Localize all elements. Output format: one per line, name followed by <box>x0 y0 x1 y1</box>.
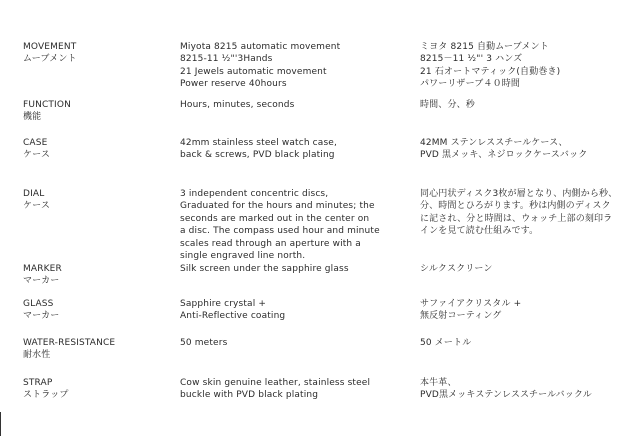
spec-label <box>23 298 173 323</box>
value-line: PVD黒メッキステンレススチールバックル <box>420 390 592 401</box>
spec-value-en <box>180 41 395 91</box>
value-line: Miyota 8215 automatic movement <box>180 42 341 52</box>
spec-value-en <box>180 337 395 349</box>
value-line: に記され、分と時間は、ウォッチ上部の刻印ラ <box>420 213 613 224</box>
spec-value-en <box>180 99 395 111</box>
value-line: 8215-11 ½"'3Hands <box>180 54 273 65</box>
spec-value-en <box>180 263 395 275</box>
value-line: 無反射コーティング <box>420 311 502 322</box>
spec-value-en <box>180 137 395 162</box>
value-line: 本牛革、 <box>420 378 457 388</box>
value-line: Anti-Reflective coating <box>180 311 286 322</box>
label-en: WATER-RESISTANCE <box>23 338 116 348</box>
spec-value-en <box>180 377 395 402</box>
spec-label <box>23 337 173 362</box>
label-jp: 耐水性 <box>23 350 51 361</box>
spec-value-jp <box>420 377 625 402</box>
spec-value-jp <box>420 298 625 323</box>
value-line: Silk screen under the sapphire glass <box>180 264 349 274</box>
spec-label <box>23 41 173 66</box>
spec-value-en <box>180 298 395 323</box>
value-line: seconds are marked out in the center on <box>180 213 370 224</box>
label-jp: マーカー <box>23 311 60 322</box>
value-line: シルクスクリーン <box>420 264 493 274</box>
label-en: GLASS <box>23 299 54 309</box>
spec-label <box>23 137 173 162</box>
label-jp: 機能 <box>23 112 42 123</box>
value-line: パワーリザーブ４０時間 <box>420 79 521 90</box>
label-jp: ムーブメント <box>23 54 77 65</box>
value-line: scales read through an aperture with a <box>180 238 361 249</box>
value-line: 分、時間とひろがります。秒は内側のディスク <box>420 201 611 212</box>
value-line: 8215－11 ½"' 3 ハンズ <box>420 54 523 65</box>
value-line: 42MM ステンレススチールケース、 <box>420 138 568 148</box>
value-line: back & screws, PVD black plating <box>180 150 335 161</box>
value-line: buckle with PVD black plating <box>180 390 319 401</box>
label-en: MARKER <box>23 264 62 274</box>
spec-value-jp <box>420 41 625 91</box>
edge-divider <box>0 412 1 436</box>
spec-value-jp <box>420 188 625 238</box>
spec-value-jp <box>420 337 625 349</box>
value-line: 同心円状ディスク3枚が層となり、内側から秒、 <box>420 189 618 199</box>
label-en: MOVEMENT <box>23 42 77 52</box>
spec-value-en <box>180 188 395 262</box>
label-jp: ケース <box>23 201 51 212</box>
value-line: ミヨタ 8215 自動ムーブメント <box>420 42 549 52</box>
value-line: インを見て読む仕組みです。 <box>420 226 539 237</box>
spec-label <box>23 188 173 213</box>
spec-label <box>23 377 173 402</box>
spec-value-jp <box>420 137 625 162</box>
value-line: Graduated for the hours and minutes; the <box>180 201 375 212</box>
label-en: FUNCTION <box>23 100 71 110</box>
value-line: 3 independent concentric discs, <box>180 189 329 199</box>
label-en: STRAP <box>23 378 53 388</box>
spec-value-jp <box>420 99 625 111</box>
label-en: DIAL <box>23 189 45 199</box>
label-jp: ストラップ <box>23 390 69 401</box>
value-line: 21 石オートマティック(自動巻き) <box>420 66 561 77</box>
value-line: 50 メートル <box>420 338 472 348</box>
spec-value-jp <box>420 263 625 275</box>
value-line: Cow skin genuine leather, stainless steel <box>180 378 371 388</box>
value-line: 50 meters <box>180 338 228 348</box>
value-line: single engraved line north. <box>180 251 306 262</box>
spec-label <box>23 99 173 124</box>
label-en: CASE <box>23 138 48 148</box>
value-line: 42mm stainless steel watch case, <box>180 138 337 148</box>
value-line: 21 Jewels automatic movement <box>180 66 327 77</box>
value-line: サファイアクリスタル + <box>420 299 522 309</box>
value-line: Sapphire crystal + <box>180 299 267 309</box>
value-line: a disc. The compass used hour and minute <box>180 226 380 237</box>
label-jp: マーカー <box>23 276 60 287</box>
value-line: Hours, minutes, seconds <box>180 100 295 110</box>
value-line: PVD 黒メッキ、ネジロックケースバック <box>420 150 588 161</box>
value-line: Power reserve 40hours <box>180 79 287 90</box>
value-line: 時間、分、秒 <box>420 100 475 110</box>
label-jp: ケース <box>23 150 51 161</box>
spec-label <box>23 263 173 288</box>
